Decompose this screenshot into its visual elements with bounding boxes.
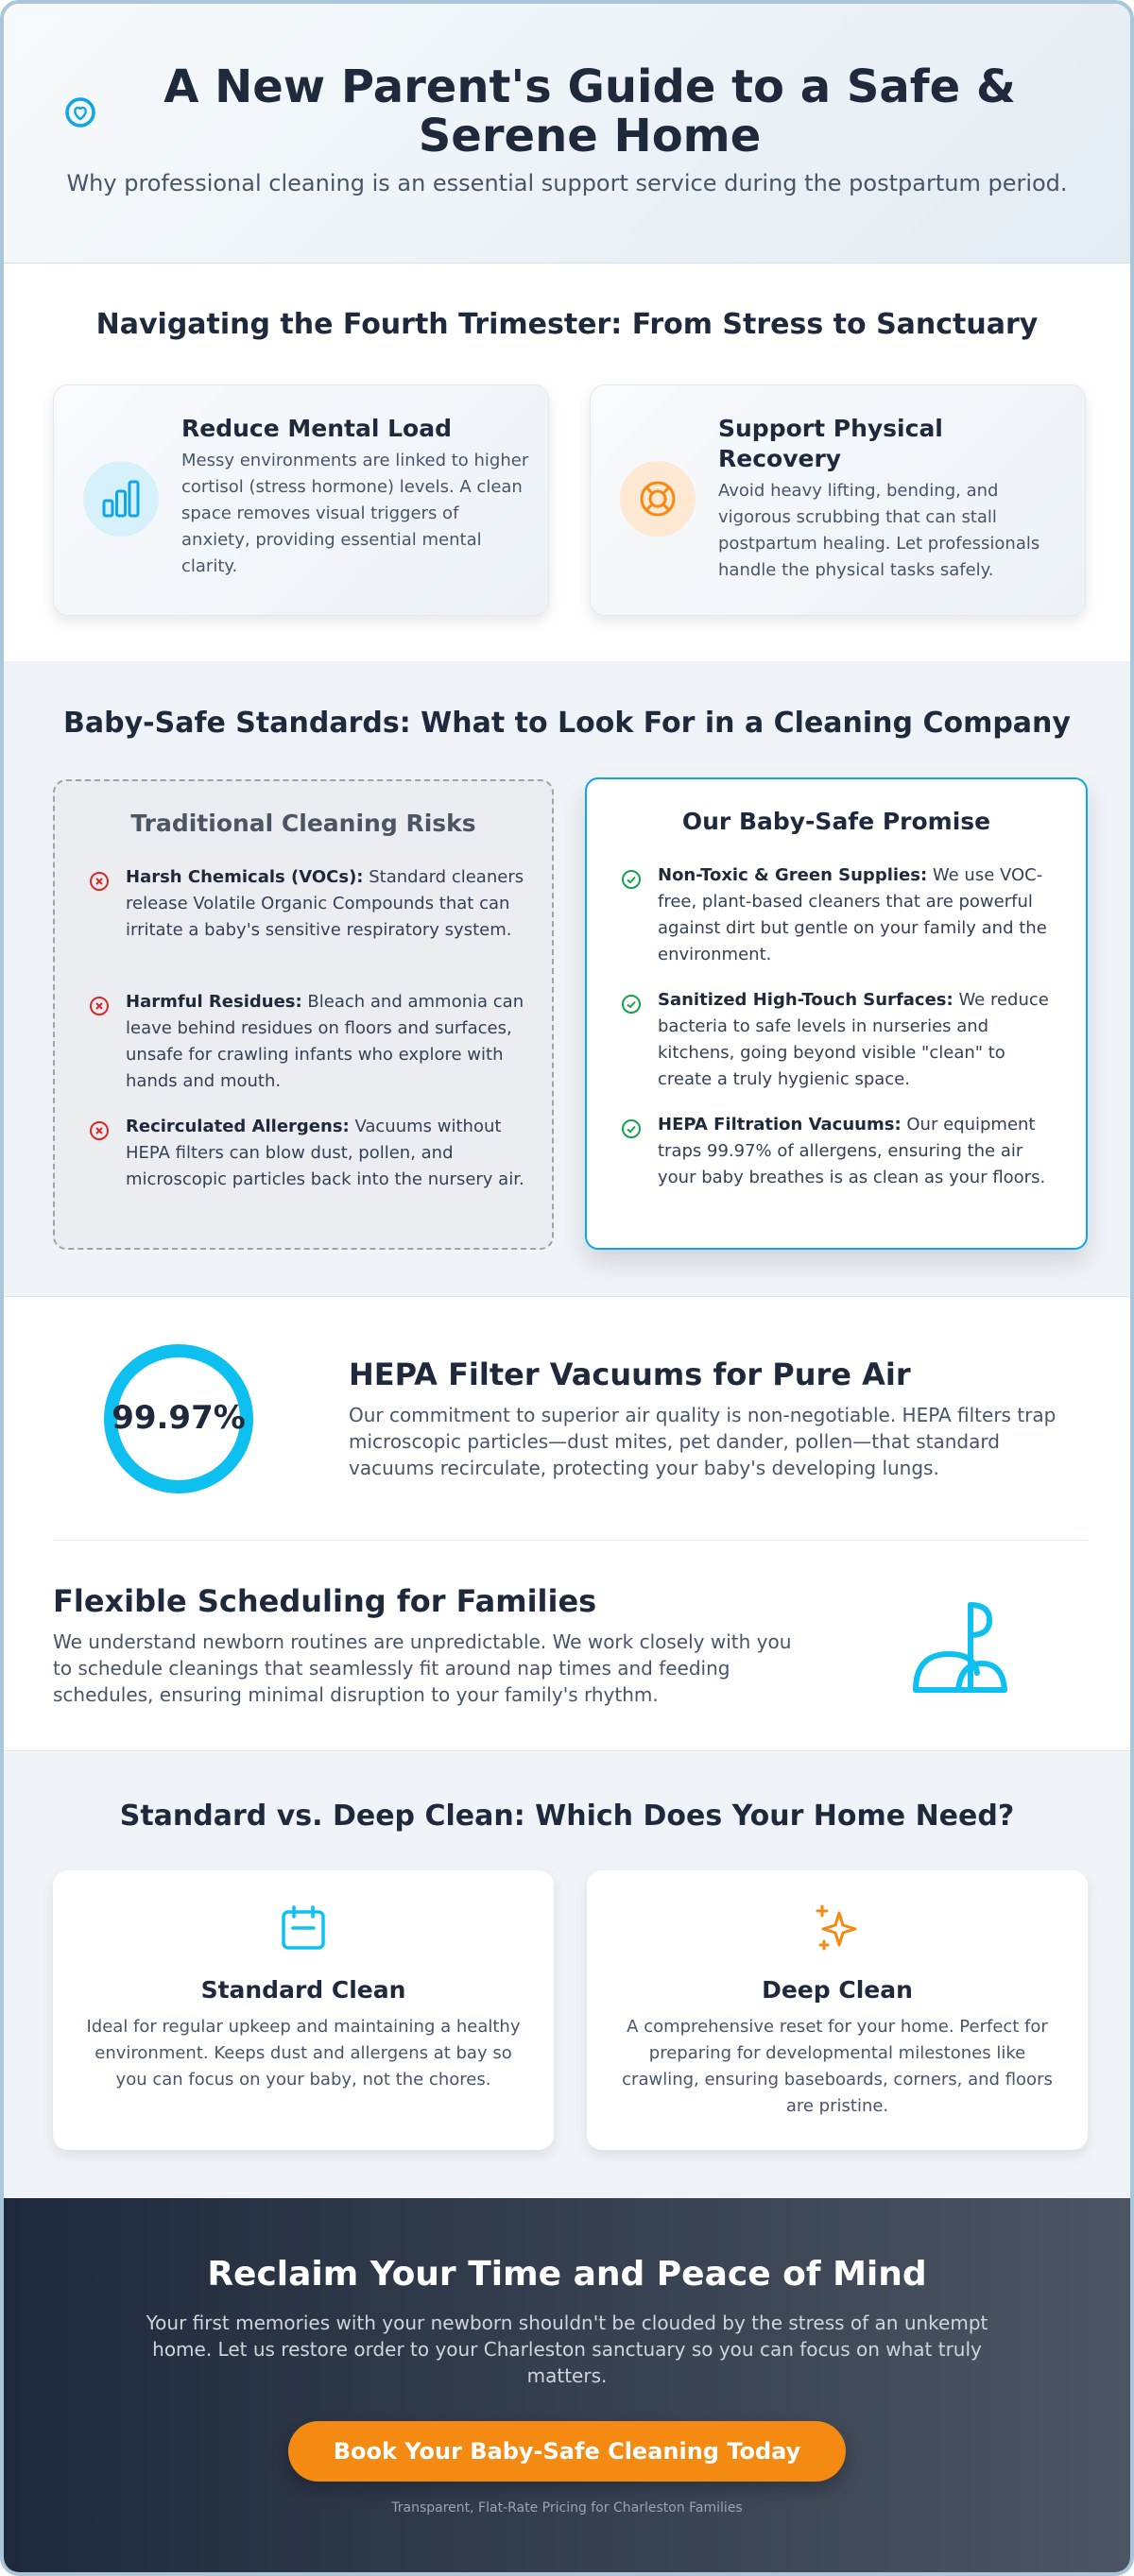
- hepa-scheduling-section: [4, 1298, 1130, 1751]
- section-title: Baby-Safe Standards: What to Look For in a Cleaning Company: [63, 707, 1071, 740]
- card-title: Deep Clean: [762, 1976, 913, 2004]
- hepa-title: HEPA Filter Vacuums for Pure Air: [349, 1356, 911, 1392]
- lifebuoy-icon: [620, 461, 696, 537]
- card-title: Support Physical Recovery: [718, 415, 943, 472]
- card-body: Ideal for regular upkeep and maintaining a healthy environment. Keeps dust and allergens at bay so you can focus on your baby, not the chores.: [86, 2017, 521, 2090]
- icon-badge: [620, 461, 696, 537]
- icon-badge: [83, 461, 159, 537]
- check-circle-icon: [620, 868, 643, 891]
- promise-item: HEPA Filtration Vacuums: Our equipment traps 99.97% of allergens, ensuring the air your baby breathes is as clean as your floors.: [658, 1115, 1046, 1187]
- risk-item: Harmful Residues: Bleach and ammonia can leave behind residues on floors and surfaces, unsafe for crawling infants who explore with hands and mouth.: [126, 992, 524, 1091]
- section-title: Standard vs. Deep Clean: Which Does Your Home Need?: [119, 1800, 1015, 1833]
- check-circle-icon: [620, 993, 643, 1015]
- card-title: Reduce Mental Load: [181, 415, 452, 442]
- x-circle-icon: [88, 995, 111, 1017]
- risk-item: Harsh Chemicals (VOCs): Standard cleaners release Volatile Organic Compounds that can irritate a baby's sensitive respiratory system.: [126, 867, 524, 940]
- heart-refresh-icon: [61, 94, 99, 131]
- page-subtitle: Why professional cleaning is an essential support service during the postpartum period.: [66, 170, 1068, 196]
- mental-load-card: [53, 384, 549, 616]
- promise-item: Non-Toxic & Green Supplies: We use VOC-free, plant-based cleaners that are powerful against dirt but gentle on your family and the environment.: [658, 865, 1047, 964]
- cta-section: [4, 2198, 1130, 2576]
- card-title: Standard Clean: [200, 1976, 406, 2004]
- standard-clean-card: [53, 1870, 554, 2150]
- sparkle-icon: [813, 1903, 862, 1953]
- baby-safe-promise-box: [585, 777, 1088, 1250]
- page-header: [4, 4, 1130, 264]
- clean-comparison-section: [4, 1752, 1130, 2198]
- deep-clean-card: [587, 1870, 1088, 2150]
- box-title: Our Baby-Safe Promise: [681, 808, 991, 835]
- bar-chart-icon: [83, 461, 159, 537]
- pricing-note: Transparent, Flat-Rate Pricing for Charleston Families: [391, 2500, 743, 2516]
- baby-safe-standards-section: [4, 661, 1130, 1297]
- page-title: A New Parent's Guide to a Safe & Serene Home: [163, 60, 1016, 162]
- cta-body: Your first memories with your newborn shouldn't be clouded by the stress of an unkempt home. Let us restore order to your Charleston sanctuary so you can focus on what truly matters.: [146, 2312, 988, 2387]
- physical-recovery-card: [590, 384, 1086, 616]
- fourth-trimester-section: [4, 264, 1130, 661]
- x-circle-icon: [88, 1119, 111, 1142]
- box-title: Traditional Cleaning Risks: [130, 810, 476, 837]
- check-circle-icon: [620, 1117, 643, 1140]
- risk-item: Recirculated Allergens: Vacuums without HEPA filters can blow dust, pollen, and microscopic particles back into the nursery air.: [126, 1117, 524, 1189]
- scheduling-title: Flexible Scheduling for Families: [53, 1583, 597, 1619]
- card-body: Messy environments are linked to higher cortisol (stress hormone) levels. A clean space removes visual triggers of anxiety, providing essential mental clarity.: [181, 451, 529, 576]
- x-circle-icon: [88, 870, 111, 893]
- traditional-risks-box: [53, 779, 554, 1250]
- scheduling-body: We understand newborn routines are unpredictable. We work closely with you to schedule cleanings that seamlessly fit around nap times and feeding schedules, ensuring minimal disruption to your family's rhythm.: [53, 1630, 792, 1706]
- family-icon: [906, 1595, 1010, 1699]
- hepa-body: Our commitment to superior air quality is non-negotiable. HEPA filters trap microscopic particles—dust mites, pet dander, pollen—that standard vacuums recirculate, protecting your baby's developing lungs.: [349, 1404, 1057, 1479]
- divider: [53, 1540, 1088, 1541]
- card-body: Avoid heavy lifting, bending, and vigorous scrubbing that can stall postpartum healing. Let professionals handle the physical tasks safely.: [718, 481, 1040, 580]
- section-title: Navigating the Fourth Trimester: From Stress to Sanctuary: [95, 308, 1039, 341]
- book-cleaning-button[interactable]: Book Your Baby-Safe Cleaning Today: [288, 2421, 846, 2482]
- hepa-stat: 99.97%: [112, 1399, 246, 1437]
- cta-title: Reclaim Your Time and Peace of Mind: [207, 2255, 927, 2294]
- calendar-icon: [279, 1903, 328, 1953]
- promise-item: Sanitized High-Touch Surfaces: We reduce bacteria to safe levels in nurseries and kitchens, going beyond visible "clean" to create a truly hygienic space.: [658, 990, 1049, 1089]
- card-body: A comprehensive reset for your home. Perfect for preparing for developmental milestones like crawling, ensuring baseboards, corners, and floors are pristine.: [622, 2017, 1053, 2116]
